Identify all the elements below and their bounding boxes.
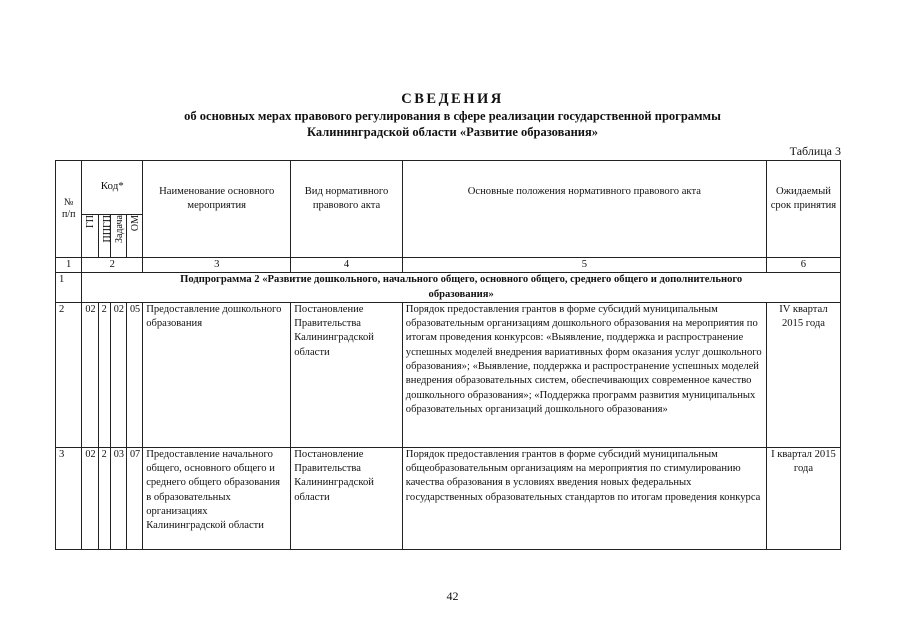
- header-term: Ожидаемый срок принятия: [766, 161, 840, 258]
- header-code-ppgp-label: ППГП: [101, 215, 113, 243]
- row-provisions: Порядок предоставления грантов в форме субсидий муниципальным общеобразовательным организациям на мероприятия по стимулированию качества образования в условиях введения новых федеральных государственных образовательных стандартов по итогам проведения конкурса: [402, 447, 766, 549]
- header-provisions: Основные положения нормативного правового акта: [402, 161, 766, 258]
- row-code-om: 07: [126, 447, 142, 549]
- row-term: IV квартал 2015 года: [766, 302, 840, 447]
- row-num: 3: [56, 447, 82, 549]
- col-number: 3: [143, 258, 291, 273]
- subprogram-row: [56, 273, 841, 303]
- header-code-ppgp: [98, 215, 113, 258]
- header-code-gp-label: ГП: [85, 215, 97, 229]
- table-row: [56, 447, 841, 549]
- row-type: Постановление Правительства Калининградской области: [291, 447, 403, 549]
- title-main: СВЕДЕНИЯ: [401, 91, 504, 107]
- row-term: I квартал 2015 года: [766, 447, 840, 549]
- header-code-gp: [82, 215, 98, 258]
- header-num: № п/п: [56, 161, 82, 258]
- table-row: [56, 302, 841, 447]
- header-row: [56, 161, 841, 215]
- column-number-row: [56, 258, 841, 273]
- col-number: 6: [766, 258, 840, 273]
- document-title: [0, 91, 905, 140]
- title-line-2: Калининградской области «Развитие образования»: [306, 125, 599, 139]
- row-provisions: Порядок предоставления грантов в форме субсидий муниципальным образовательным организациям дошкольного образования на мероприятия по итогам проведения конкурсов: «Выявление, поддержка и распространение успешных моделей внедрения вариативных форм оказания услуг дошкольного образования»; «Выявление, поддержка и распространение успешных моделей внедрения образовательных систем, обеспечивающих современное качество дошкольного образования»; «Поддержка программ развития муниципальных образовательных организаций дошкольного образования»: [402, 302, 766, 447]
- title-line-1: об основных мерах правового регулирования в сфере реализации государственной программы: [184, 109, 721, 123]
- header-name: Наименование основного мероприятия: [143, 161, 291, 258]
- col-number: 1: [56, 258, 82, 273]
- row-code-gp: 02: [82, 302, 98, 447]
- row-code-task: 02: [110, 302, 126, 447]
- subprogram-title: Подпрограмма 2 «Развитие дошкольного, начального общего, основного общего, среднего общего и дополнительного образования»: [82, 273, 841, 303]
- row-code-ppgp: 2: [98, 447, 110, 549]
- header-code: Код*: [82, 161, 143, 215]
- measures-table: [55, 160, 841, 550]
- col-number: 5: [402, 258, 766, 273]
- subprogram-num: 1: [56, 273, 82, 303]
- row-type: Постановление Правительства Калининградской области: [291, 302, 403, 447]
- header-code-om: [126, 215, 142, 258]
- header-code-om-label: ОМ: [129, 215, 141, 232]
- table-label: Таблица 3: [789, 144, 841, 158]
- page-number: 42: [446, 589, 459, 603]
- header-code-task-label: Задача: [113, 215, 125, 244]
- row-code-gp: 02: [82, 447, 98, 549]
- row-name: Предоставление дошкольного образования: [143, 302, 291, 447]
- row-name: Предоставление начального общего, основного общего и среднего общего образования в образовательных организациях Калининградской области: [143, 447, 291, 549]
- row-code-task: 03: [110, 447, 126, 549]
- col-number: 2: [82, 258, 143, 273]
- header-type: Вид нормативного правового акта: [291, 161, 403, 258]
- row-num: 2: [56, 302, 82, 447]
- col-number: 4: [291, 258, 403, 273]
- row-code-om: 05: [126, 302, 142, 447]
- row-code-ppgp: 2: [98, 302, 110, 447]
